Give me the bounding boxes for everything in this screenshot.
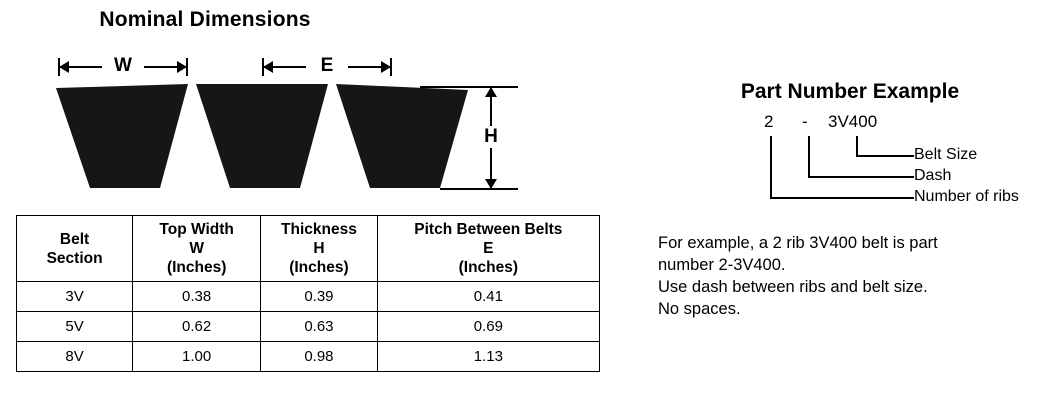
column-header-thickness bbox=[261, 216, 378, 282]
cell-thickness: 0.98 bbox=[261, 342, 378, 372]
column-header-belt-section-line2: Section bbox=[46, 249, 103, 267]
column-header-top-width-line1: Top Width bbox=[159, 221, 234, 238]
leader-dash-horizontal bbox=[808, 176, 914, 178]
column-header-belt-section-line1: Belt bbox=[59, 230, 90, 248]
leader-dash-vertical bbox=[808, 136, 810, 177]
cell-belt-section: 5V bbox=[17, 312, 133, 342]
leader-ribs-vertical bbox=[770, 136, 772, 198]
example-notes bbox=[658, 232, 1058, 320]
cell-top-width: 0.62 bbox=[133, 312, 261, 342]
cell-thickness: 0.39 bbox=[261, 282, 378, 312]
legend-number-of-ribs: Number of ribs bbox=[914, 188, 1019, 205]
leader-belt-size-vertical bbox=[856, 136, 858, 156]
cell-pitch: 0.69 bbox=[377, 312, 599, 342]
table-body bbox=[17, 282, 600, 372]
part-number-dash: - bbox=[802, 112, 808, 131]
column-header-pitch-between-belts bbox=[377, 216, 599, 282]
column-header-thickness-line2: H bbox=[313, 240, 325, 257]
cell-top-width: 1.00 bbox=[133, 342, 261, 372]
example-note-line-1: For example, a 2 rib 3V400 belt is part bbox=[658, 234, 938, 252]
table-row bbox=[17, 282, 600, 312]
example-note-line-3: Use dash between ribs and belt size. bbox=[658, 278, 928, 296]
column-header-belt-section bbox=[17, 216, 133, 282]
part-number-example-title: Part Number Example bbox=[740, 80, 960, 103]
column-header-top-width bbox=[133, 216, 261, 282]
table-row bbox=[17, 342, 600, 372]
belt-cross-section-drawing bbox=[0, 70, 520, 200]
dimension-w-label: W bbox=[102, 54, 144, 78]
cell-thickness: 0.63 bbox=[261, 312, 378, 342]
belt-rib-2 bbox=[196, 84, 328, 188]
column-header-pitch-line2: E bbox=[483, 240, 494, 257]
legend-dash: Dash bbox=[914, 167, 952, 184]
column-header-top-width-line2: W bbox=[189, 240, 204, 257]
belt-rib-1 bbox=[56, 84, 188, 188]
belt-dimensions-table bbox=[16, 215, 600, 372]
leader-belt-size-horizontal bbox=[856, 155, 914, 157]
table-row bbox=[17, 312, 600, 342]
table-header-row bbox=[17, 216, 600, 282]
dimension-e-label: E bbox=[306, 54, 348, 78]
example-note-line-4: No spaces. bbox=[658, 300, 741, 318]
part-number-ribs: 2 bbox=[764, 112, 774, 131]
part-number-panel bbox=[640, 0, 1064, 412]
belt-rib-3 bbox=[336, 84, 468, 188]
cell-pitch: 1.13 bbox=[377, 342, 599, 372]
cell-belt-section: 8V bbox=[17, 342, 133, 372]
nominal-dimensions-title: Nominal Dimensions bbox=[99, 8, 311, 31]
cell-top-width: 0.38 bbox=[133, 282, 261, 312]
table-header bbox=[17, 216, 600, 282]
dimension-h-label: H bbox=[474, 126, 508, 148]
column-header-thickness-line3: (Inches) bbox=[289, 259, 349, 276]
cell-pitch: 0.41 bbox=[377, 282, 599, 312]
leader-ribs-horizontal bbox=[770, 197, 914, 199]
part-number-size: 3V400 bbox=[828, 112, 878, 131]
cell-belt-section: 3V bbox=[17, 282, 133, 312]
column-header-thickness-line1: Thickness bbox=[281, 221, 357, 238]
legend-belt-size: Belt Size bbox=[914, 146, 978, 163]
column-header-top-width-line3: (Inches) bbox=[166, 259, 227, 276]
column-header-pitch-line1: Pitch Between Belts bbox=[414, 221, 563, 238]
example-note-line-2: number 2-3V400. bbox=[658, 256, 786, 274]
column-header-pitch-line3: (Inches) bbox=[458, 259, 519, 276]
